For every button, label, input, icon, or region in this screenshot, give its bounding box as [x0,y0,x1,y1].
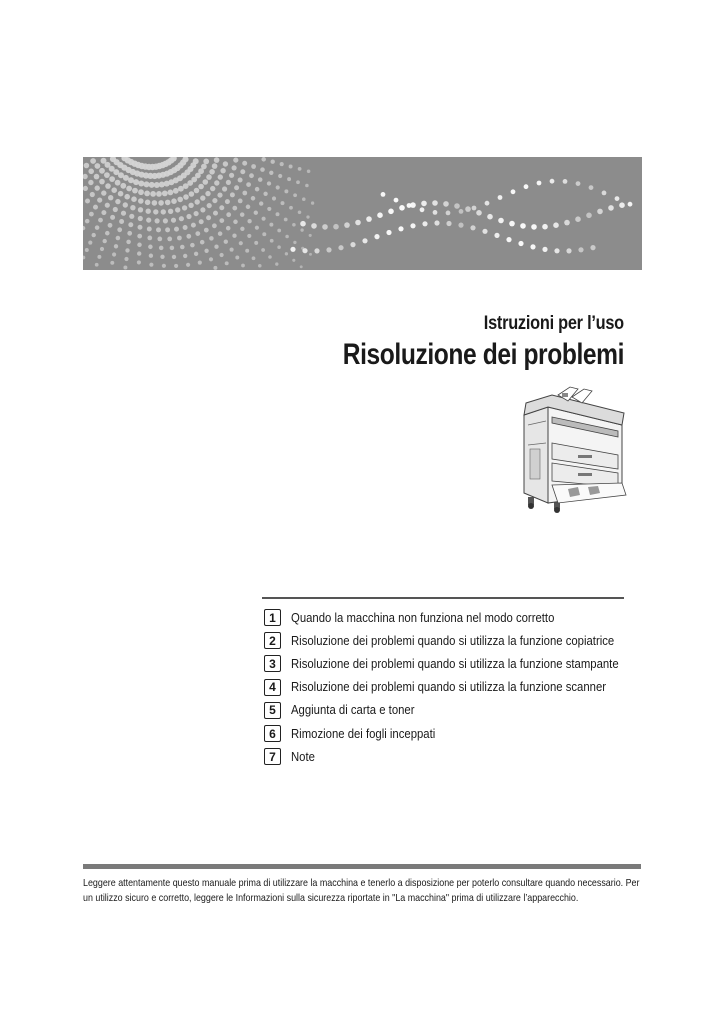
chapter-title: Aggiunta di carta e toner [291,703,415,718]
toc-item [264,722,655,745]
chapter-title: Rimozione dei fogli inceppati [291,726,436,741]
chapter-number: 2 [264,632,281,649]
chapter-title: Risoluzione dei problemi quando si utilizza la funzione copiatrice [291,633,615,648]
chapter-number: 3 [264,655,281,672]
chapter-number: 5 [264,702,281,719]
chapter-number: 7 [264,748,281,765]
toc-item [264,699,655,722]
decorative-banner [83,157,642,270]
chapter-number: 6 [264,725,281,742]
chapter-number: 4 [264,679,281,696]
chapter-title: Note [291,749,315,764]
chapter-number: 1 [264,609,281,626]
chapter-title: Risoluzione dei problemi quando si utilizza la funzione scanner [291,680,607,695]
chapter-title: Quando la macchina non funziona nel modo corretto [291,610,555,625]
footer-divider [83,864,641,869]
chapter-title: Risoluzione dei problemi quando si utilizza la funzione stampante [291,656,619,671]
toc-item [264,629,655,652]
copier-machine-illustration [518,385,628,513]
toc-divider [262,597,624,599]
toc-item [264,745,655,768]
toc-item [264,652,655,675]
table-of-contents [264,606,655,768]
manual-subtitle: Istruzioni per l’uso [483,313,624,334]
manual-title: Risoluzione dei problemi [342,338,624,371]
toc-item [264,606,655,629]
toc-item [264,676,655,699]
safety-notice: Leggere attentamente questo manuale prima di utilizzare la macchina e tenerlo a disposizione per poterlo consultare quando necessario. Per un utilizzo sicuro e corretto, leggere le Informazioni sulla sicurezza riportate in "La macchina" prima di utilizzare l’apparecchio. [83,878,640,904]
